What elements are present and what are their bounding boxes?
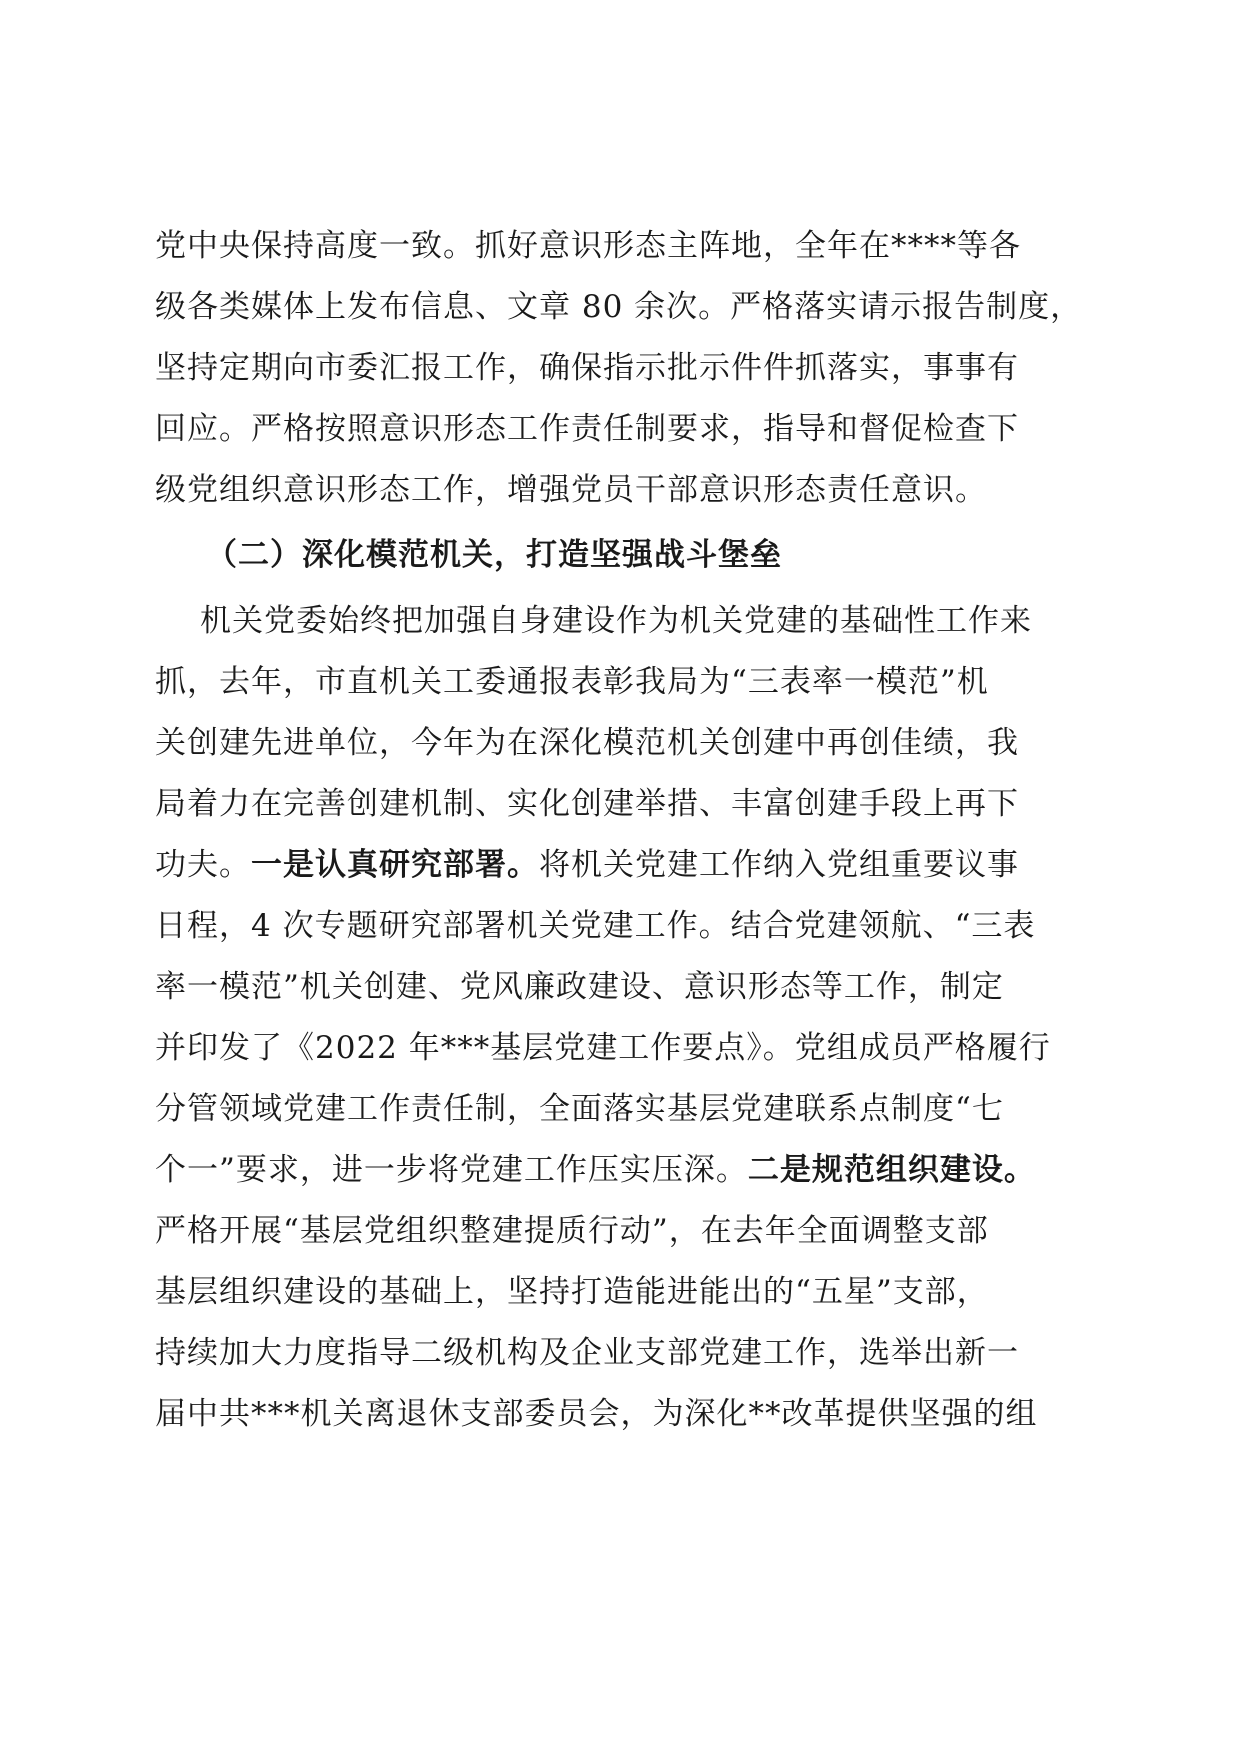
- line-text: 个一”要求，进一步将党建工作压实压深。: [155, 1152, 748, 1188]
- paragraph-line: 级党组织意识形态工作，增强党员干部意识形态责任意识。: [155, 472, 987, 508]
- paragraph-line: 局着力在完善创建机制、实化创建举措、丰富创建手段上再下: [155, 786, 1019, 822]
- paragraph-line: [155, 840, 1095, 890]
- paragraph-line: 机关党委始终把加强自身建设作为机关党建的基础性工作来: [200, 603, 1032, 639]
- paragraph-line: 回应。严格按照意识形态工作责任制要求，指导和督促检查下: [155, 411, 1019, 447]
- paragraph-line: 党中央保持高度一致。抓好意识形态主阵地，全年在****等各: [155, 228, 1021, 264]
- paragraph-line: 届中共***机关离退休支部委员会，为深化**改革提供坚强的组: [155, 1396, 1038, 1432]
- section-heading: （二）深化模范机关，打造坚强战斗堡垒: [206, 537, 782, 573]
- paragraph-line: 关创建先进单位，今年为在深化模范机关创建中再创佳绩，我: [155, 725, 1019, 761]
- paragraph-line: 级各类媒体上发布信息、文章 80 余次。严格落实请示报告制度，: [155, 289, 1083, 325]
- paragraph-line: 坚持定期向市委汇报工作，确保指示批示件件抓落实，事事有: [155, 350, 1019, 386]
- paragraph-line: 分管领域党建工作责任制，全面落实基层党建联系点制度“七: [155, 1091, 1004, 1127]
- bold-emphasis: 二是规范组织建设。: [747, 1152, 1036, 1188]
- paragraph-line: [155, 1145, 1095, 1195]
- paragraph-line: 日程，4 次专题研究部署机关党建工作。结合党建领航、“三表: [155, 908, 1036, 944]
- paragraph-line: 率一模范”机关创建、党风廉政建设、意识形态等工作，制定: [155, 969, 1004, 1005]
- paragraph-line: 严格开展“基层党组织整建提质行动”，在去年全面调整支部: [155, 1213, 989, 1249]
- line-text: 将机关党建工作纳入党组重要议事: [539, 847, 1019, 883]
- paragraph-line: 抓，去年，市直机关工委通报表彰我局为“三表率一模范”机: [155, 664, 989, 700]
- paragraph-line: 基层组织建设的基础上，坚持打造能进能出的“五星”支部，: [155, 1274, 989, 1310]
- line-text: 功夫。: [155, 847, 251, 883]
- paragraph-line: 并印发了《2022 年***基层党建工作要点》。党组成员严格履行: [155, 1030, 1051, 1066]
- bold-emphasis: 一是认真研究部署。: [251, 847, 539, 883]
- paragraph-line: 持续加大力度指导二级机构及企业支部党建工作，选举出新一: [155, 1335, 1019, 1371]
